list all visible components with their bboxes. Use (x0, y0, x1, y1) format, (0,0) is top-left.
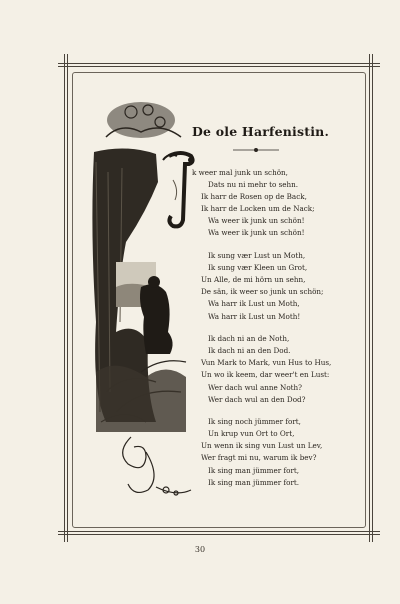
poem-line: De sän, ik weer so junk un schön; (201, 287, 324, 297)
poem-line: Un krup vun Ort to Ort, (208, 429, 295, 439)
frame-rule (67, 54, 68, 542)
poem-line: Wer fragt mi nu, warum ik bev? (201, 453, 317, 463)
title-ornament-rule (233, 147, 279, 153)
poem-line: Ik sing man jümmer fort. (208, 477, 300, 487)
poem-line: Un wo ik keem, dar weer't en Lust: (201, 370, 330, 380)
poem-line: Ik dach ni an de Noth, (208, 334, 290, 344)
poem-line: Wa weer ik junk un schön! (208, 228, 305, 238)
poem-line: Wa harr ik Lust un Moth! (208, 311, 301, 321)
poem-line: Wa weer ik junk un schön! (208, 216, 305, 226)
frame-rule (58, 531, 380, 532)
poem-line: Ik dach ni an den Dod. (208, 346, 291, 356)
frame-rule (58, 534, 380, 535)
poem-line: Wer dach wul anne Noth? (208, 382, 303, 392)
poem-line: Ik sing man jümmer fort, (208, 465, 300, 475)
poem-line: Wer dach wul an den Dod? (208, 394, 306, 404)
frame-rule (58, 66, 380, 67)
frame-rule (372, 54, 373, 542)
poem-line: Un Alle, de mi hörn un sehn, (201, 275, 306, 285)
poem-line: Ik sing noch jümmer fort, (208, 417, 301, 427)
stanza-break (192, 323, 372, 334)
poem-line: Wa harr ik Lust un Moth, (208, 299, 300, 309)
stanza-break (192, 406, 372, 417)
poem-line: Ik harr de Rosen op de Back, (201, 192, 307, 202)
poem-line: k weer mal junk un schön, (192, 168, 288, 177)
poem-line: Ik sung vær Lust un Moth, (208, 251, 306, 261)
frame-rule (64, 54, 65, 542)
poem-line: Vun Mark to Mark, vun Hus to Hus, (201, 358, 332, 368)
poem-line: Ik harr de Locken um de Nack; (201, 204, 315, 214)
poem-body (192, 167, 372, 489)
stanza-break (192, 240, 372, 251)
page-number: 30 (194, 545, 206, 554)
poem-line: Un wenn ik sing vun Lust un Lev, (201, 441, 323, 451)
frame-rule (58, 63, 380, 64)
poem-line: Dats nu ni mehr to sehn. (208, 180, 299, 190)
poem-title: De ole Harfenistin. (192, 124, 329, 139)
poem-line: Ik sung vær Kleen un Grot, (208, 263, 308, 273)
